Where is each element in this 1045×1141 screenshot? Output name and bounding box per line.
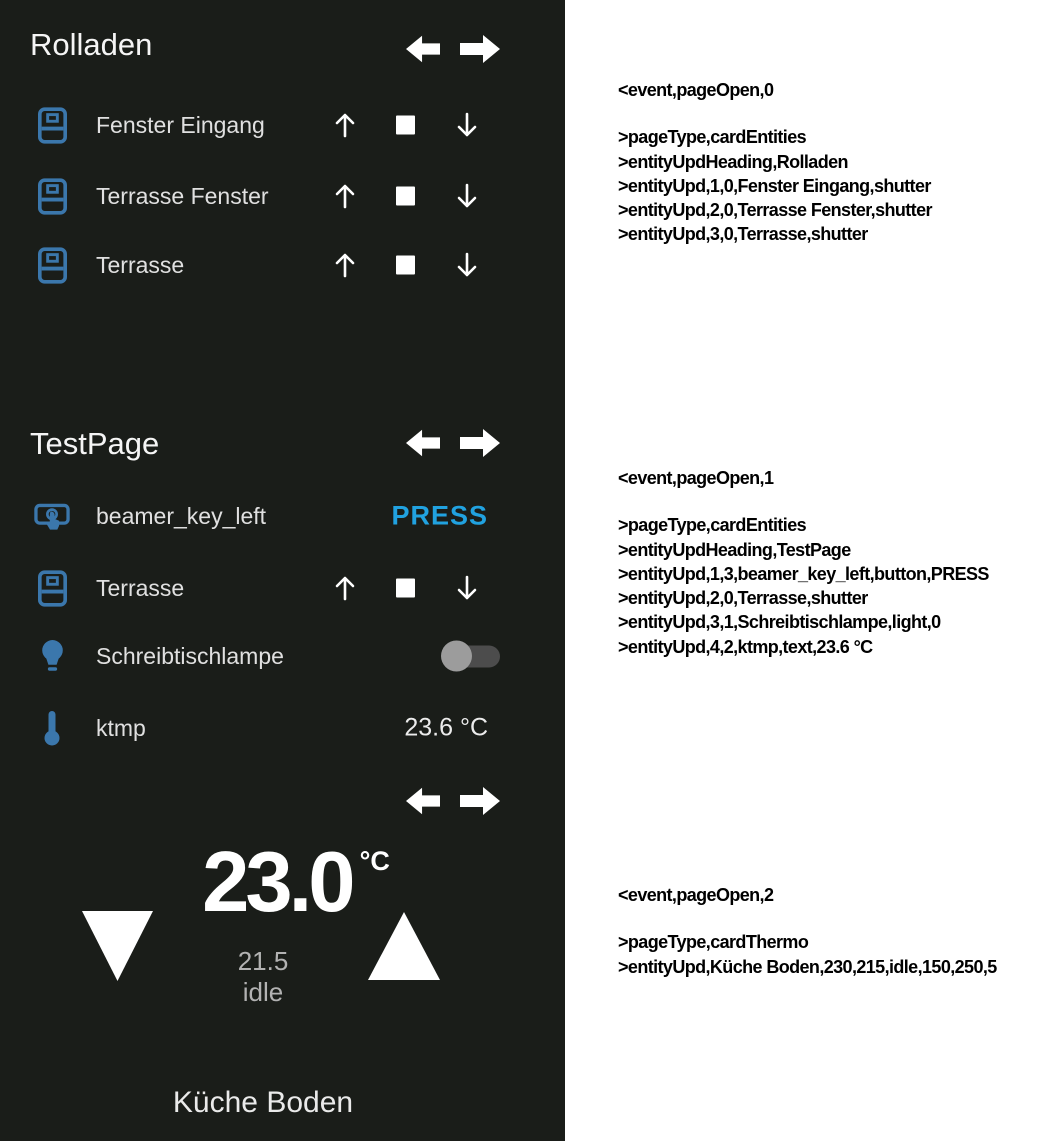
shutter-down-button[interactable] [456,574,478,602]
shutter-up-button[interactable] [334,111,356,139]
temperature-unit: °C [359,846,390,876]
arrow-down-icon [456,198,478,213]
entity-label: Terrasse Fenster [96,182,269,209]
arrow-right-bold-icon [460,446,500,461]
window-shutter-icon [30,107,74,144]
protocol-block [618,883,997,979]
shutter-down-button[interactable] [456,111,478,139]
arrow-down-icon [456,590,478,605]
protocol-block [618,466,989,659]
protocol-response: >entityUpd,4,2,ktmp,text,23.6 °C [618,636,873,657]
protocol-response: >pageType,cardEntities [618,127,807,148]
entity-row [30,566,535,610]
next-page-button[interactable] [460,428,500,458]
entity-label: beamer_key_left [96,502,267,529]
arrow-right-bold-icon [460,804,500,819]
stop-square-icon [396,187,415,206]
entity-label: Terrasse [96,574,185,601]
protocol-response: >entityUpd,1,0,Fenster Eingang,shutter [618,175,931,196]
protocol-response: >entityUpdHeading,TestPage [618,539,851,560]
page-nav [406,34,500,64]
prev-page-button[interactable] [406,428,440,458]
arrow-up-icon [334,590,356,605]
entity-row [30,634,535,678]
entity-row [30,174,535,218]
page-title: TestPage [30,426,160,461]
protocol-response: >pageType,cardThermo [618,932,809,953]
entity-row [30,243,535,287]
prev-page-button[interactable] [406,786,440,816]
shutter-up-button[interactable] [334,574,356,602]
prev-page-button[interactable] [406,34,440,64]
window-shutter-icon [30,178,74,215]
page-nav [406,786,500,816]
entity-row [30,494,535,538]
setpoint-temperature: 21.5 [237,946,289,976]
protocol-block [618,78,932,247]
arrow-up-icon [334,198,356,213]
temperature-value: 23.0 [202,835,352,930]
arrow-right-bold-icon [460,52,500,67]
toggle-knob [441,641,472,672]
page-title: Rolladen [30,27,153,62]
entity-label: Schreibtischlampe [96,642,284,669]
entity-label: ktmp [96,714,146,741]
entity-label: Terrasse [96,251,185,278]
protocol-request: <event,pageOpen,1 [618,468,774,488]
hvac-state: idle [242,977,284,1007]
thermostat-title: Küche Boden [172,1086,354,1119]
shutter-stop-button[interactable] [396,116,415,135]
arrow-down-icon [456,127,478,142]
stop-square-icon [396,116,415,135]
shutter-stop-button[interactable] [396,579,415,598]
window-shutter-icon [30,247,74,284]
entity-row [30,103,535,147]
stop-square-icon [396,256,415,275]
shutter-up-button[interactable] [334,182,356,210]
entity-value: 23.6 °C [404,713,488,742]
press-button[interactable]: PRESS [391,500,488,531]
protocol-response: >entityUpd,2,0,Terrasse,shutter [618,588,868,609]
protocol-response: >entityUpdHeading,Rolladen [618,151,848,172]
arrow-down-icon [456,267,478,282]
arrow-up-icon [334,267,356,282]
next-page-button[interactable] [460,786,500,816]
gesture-tap-button-icon [30,501,74,532]
shutter-stop-button[interactable] [396,187,415,206]
shutter-up-button[interactable] [334,251,356,279]
entity-row [30,706,535,750]
shutter-stop-button[interactable] [396,256,415,275]
arrow-up-icon [334,127,356,142]
protocol-response: >entityUpd,3,1,Schreibtischlampe,light,0 [618,612,941,633]
arrow-left-bold-icon [406,804,440,819]
protocol-request: <event,pageOpen,2 [618,885,774,905]
thermometer-icon [30,710,74,746]
protocol-response: >entityUpd,1,3,beamer_key_left,button,PRESS [618,563,989,584]
protocol-request: <event,pageOpen,0 [618,80,774,100]
shutter-down-button[interactable] [456,182,478,210]
light-toggle[interactable] [443,641,500,672]
arrow-left-bold-icon [406,446,440,461]
page-nav [406,428,500,458]
protocol-response: >pageType,cardEntities [618,515,807,536]
protocol-response: >entityUpd,2,0,Terrasse Fenster,shutter [618,200,932,221]
protocol-response: >entityUpd,3,0,Terrasse,shutter [618,224,868,245]
shutter-down-button[interactable] [456,251,478,279]
window-shutter-icon [30,570,74,607]
next-page-button[interactable] [460,34,500,64]
entity-label: Fenster Eingang [96,111,265,138]
protocol-response: >entityUpd,Küche Boden,230,215,idle,150,250,5 [618,956,997,977]
stop-square-icon [396,579,415,598]
lightbulb-icon [30,638,74,675]
arrow-left-bold-icon [406,52,440,67]
